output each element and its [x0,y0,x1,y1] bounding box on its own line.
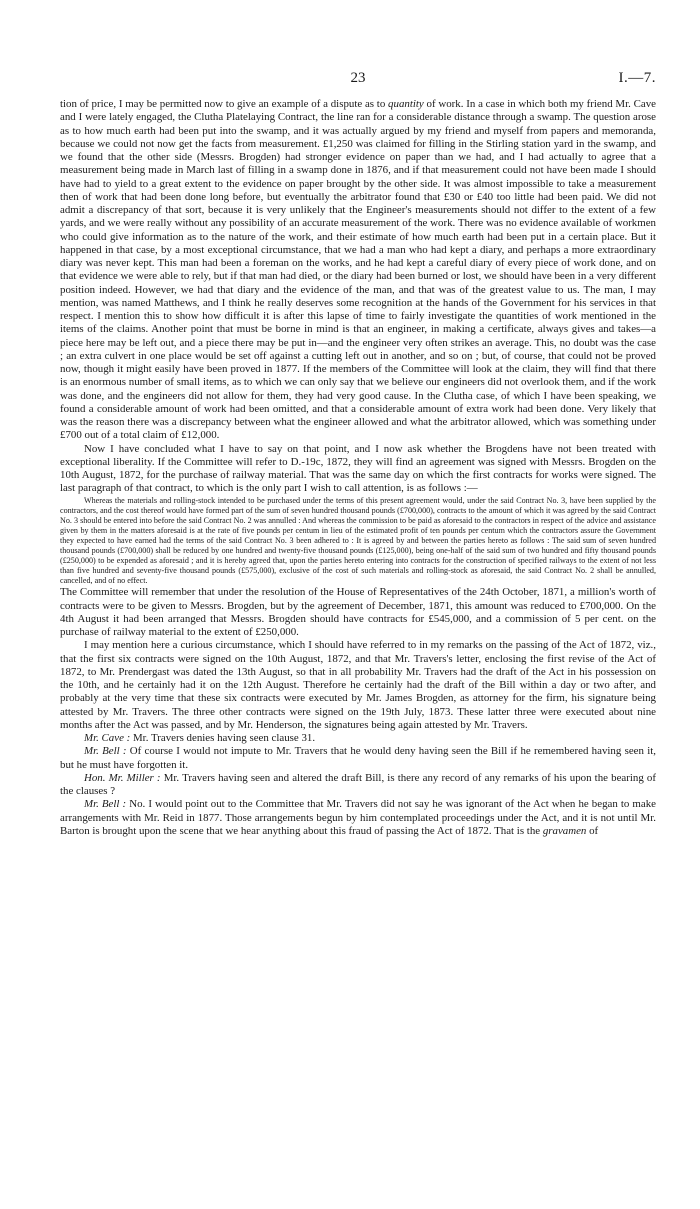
paragraph-text: Whereas the materials and rolling-stock intended to be purchased under the terms of this present agreement would, under the said Contract No. 3, have been supplied by the contractors, and the cost thereof would have formed part of the sum of seven hundred thousand pounds (£700,000), contracts to the amount of which it was agreed by the said Contract No. 3 should be entered into before the said Contract No. 2 was annulled : And whereas the commission to be paid as aforesaid to the contractors in respect of the advice and assistance given by them in the matters aforesaid is at the rate of five pounds per centum in lieu of the estimated profit of ten pounds per centum which the contractors assure the Government they expected to have earned had the terms of the said Contract No. 3 been adhered to : It is agreed by and between the parties hereto as follows : The said sum of seven hundred thousand pounds (£700,000) shall be reduced by one hundred and twenty-five thousand pounds (£125,000), being one-half of the said sum of two hundred and fifty thousand pounds (£250,000) to be expended as aforesaid ; and it is hereby agreed that, upon the parties hereto entering into contracts for the construction of specified railways to the extent of not less than five hundred and seventy-five thousand pounds (£575,000), exclusive of the cost of such materials and rolling-stock as aforesaid, the said Contract No. 2 shall be annulled, cancelled, and of no effect. [60,495,656,586]
paragraph [60,98,656,443]
document-body [60,98,656,838]
italic-text: Mr. Cave : [84,732,131,745]
page-header [60,70,656,92]
paragraph [60,639,656,732]
paragraph-text: Now I have concluded what I have to say on that point, and I now ask whether the Brogdens have not been treated with exceptional liberality. If the Committee will refer to D.-19c, 1872, they will find an agreement was signed with Messrs. Brogden on the 10th August, 1872, for the purchase of railway material. That was the same day on which the first contracts for works were signed. The last paragraph of that contract, to which is the only part I wish to call attention, is as follows :— [60,442,656,495]
paragraph-text: tion of price, I may be permitted now to give an example of a dispute as to [60,98,389,110]
page-number: 23 [350,70,366,86]
paragraph [60,586,656,639]
italic-text: gravamen [542,824,587,837]
paragraph [60,443,656,496]
paragraph-text: No. I would point out to the Committee that Mr. Travers did not say he was ignorant of the Act when he began to make arrangements with Mr. Reid in 1877. Those arrangements begun by him contemplated proceedings under the Act, and it is not until Mr. Barton is brought upon the scene that we hear anything about this fraud of passing the Act of 1872. That is the [60,798,657,837]
italic-text: Hon. Mr. Miller : [84,771,161,784]
italic-text: Mr. Bell : [84,745,127,758]
paragraph-text: Of course I would not impute to Mr. Travers that he would deny having seen the Bill if he remembered having seen it, but he must have forgotten it. [60,745,656,771]
italic-text: quantity [388,98,424,110]
paragraph-text: I may mention here a curious circumstance, which I should have referred to in my remarks on the passing of the Act of 1872, viz., that the first six contracts were signed on the 10th August, 1872, and that Mr. Travers's letter, enclosing the first revise of the Act of 1872, to Mr. Prendergast was dated the 13th August, so that in all probability Mr. Travers had the draft of the Act in his possession on the 10th, and he certainly had it on the 12th August. Therefore he certainly had the draft of the Bill within a day or two after, and probably at the very time that these six contracts were executed by Mr. James Brogden, as attorney for the firm, his signature being attested by Mr. Travers. The three other contracts were signed on the 19th July, 1873. These latter three were executed about nine months after the Act was passed, and by Mr. Henderson, the signatures being again attested by Mr. Travers. [60,639,656,731]
paragraph-text: of work. In a case in which both my friend Mr. Cave and I were lately engaged, the Clutha Platelaying Contract, the line ran for a considerable distance through a swamp. The question arose as to how much earth had been put into the swamp, and it was actually argued by my friend and myself from papers and memoranda, because we could not now get the facts from measurement. £1,250 was claimed for filling in the Stirling station yard in the swamp, and we found that the other side (Messrs. Brogden) had stronger evidence on paper than we had, and I had actually to agree that a measurement being made in March last of filling in a swamp done in 1876, and if that measurement could not have been made I should have had to yield to a great extent to the evidence on paper brought by the other side. It was almost impossible to take a measurement then of work that had been done long before, but eventually the arbitrator found that £30 or £40 too little had been paid. We did not admit a discrepancy of that sort, because it is very unlikely that the Engineer's measurements should not differ to the extent of a few yards, and we were really without any possibility of an accurate measurement of the work. There was no evidence available of workmen who could give information as to the nature of the work, and their estimate of how much earth had been put in a certain place. But it happened in that case, by a most exceptional circumstance, that we had a man who had kept a diary, and perhaps a more extraordinary diary was never kept. This man had been a foreman on the works, and he had kept a careful diary of every piece of work done, and on that evidence we were able to rely, but if that man had died, or the diary had been burned or lost, we should have been in a very different position indeed. However, we had that diary and the evidence of the man, and that was of the greatest value to us. The man, I may mention, was named Matthews, and I think he really deserves some recognition at the hands of the Government for his services in that respect. I mention this to show how difficult it is after this lapse of time to fairly investigate the quantities of work mentioned in the items of the claims. Another point that must be borne in mind is that an engineer, in making a certificate, always gives and takes—a piece here may be left out, and a piece there may be put in—and the engineer very often strikes an average. This, no doubt was the case ; an extra culvert in one place would be set off against a cutting left out in another, and so on ; but, of course, that could not be proved now, though it might easily have been proved in 1877. If the members of the Committee will look at the claim, they will find that there is an enormous number of small items, as to which we can only say that we believe our engineers did not overlook them, and if the work was done, and the engineers did not allow for them, they had very good cause. In the Clutha case, of which I have been speaking, we found a considerable amount of work had been omitted, and that a considerable amount of extra work had been done. Very likely that was the reason there was a discrepancy between what the engineer allowed and what the arbitrator allowed, which was something under £700 out of a total claim of £12,000. [60,98,656,442]
italic-text: Mr. Bell : [84,798,127,811]
paragraph-text: The Committee will remember that under the resolution of the House of Representatives of the 24th October, 1871, a million's worth of contracts were to be given to Messrs. Brogden, but by the agreement of December, 1871, this amount was reduced to £700,000. On the 4th August it had been arranged that Messrs. Brogden should have contracts for £545,000, and a commission of 5 per cent. on the purchase of railway material to the extent of £250,000. [60,586,656,639]
paragraph [60,772,656,799]
paragraph-text: Mr. Travers having seen and altered the draft Bill, is there any record of any remarks of his upon the bearing of the clauses ? [60,771,656,798]
document-reference: I.—7. [618,70,656,86]
paragraph [60,798,656,838]
paragraph [60,732,656,745]
quoted-agreement [60,496,656,587]
paragraph-text: Mr. Travers denies having seen clause 31. [130,732,316,745]
paragraph [60,745,656,772]
paragraph-text: of [586,824,599,837]
